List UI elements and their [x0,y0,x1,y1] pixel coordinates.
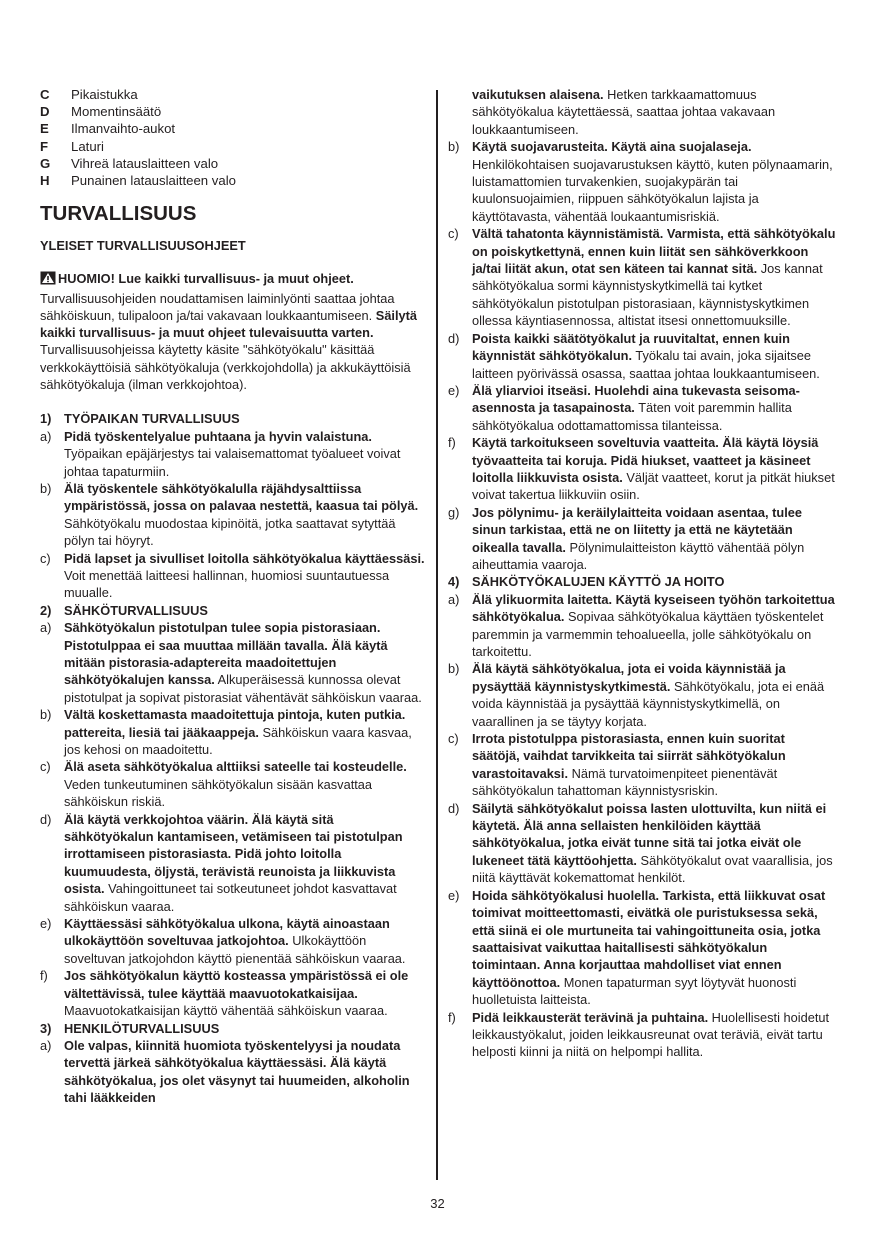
item-body-text: Alkuperäisessä kunnossa olevat pistotulpat ja sopivat pistorasiat vähentävät sähköiskun vaaraa. [64,672,422,705]
item-bold-text: Älä työskentele sähkötyökalulla räjähdysalttiissa ympäristössä, jossa on palavaa nestettä, kaasua tai pölyä. [64,480,419,514]
item-body-text: Voit menettää laitteesi hallinnan, huomiosi suuntautuessa muualle. [64,567,390,601]
item-text [64,550,426,602]
item-label: e) [40,916,52,932]
item-bold-text: Älä käytä sähkötyökalua, jota ei voida käynnistää ja pysäyttää käynnistyskytkimestä. [472,661,786,694]
legend-label: Laturi [71,138,104,154]
item-label: d) [40,811,52,827]
item-body-text: Huolellisesti hoidetut leikkaustyökalut, joiden leikkausreunat ovat teräviä, eivät tartu helposti kiinni ja niitä on helpompi hallita. [472,1009,830,1060]
legend-label: Punainen latauslaitteen valo [71,173,236,189]
intro-warning: HUOMIO! Lue kaikki turvallisuus- ja muut ohjeet. [58,271,354,287]
item-bold-text: Vältä koskettamasta maadoitettuja pintoja, kuten putkia. pattereita, liesiä tai jääkaappeja. [64,707,406,740]
list-item [448,1009,836,1061]
intro-text-1: Turvallisuusohjeiden noudattamisen laiminlyönti saattaa johtaa sähköiskuun, tulipaloon ja/tai vakavaan loukkaantumiseen. [40,290,395,323]
item-bold-text: Hoida sähkötyökalusi huolella. Tarkista, että liikkuvat osat toimivat moitteettomasti, eivätkä ole puristuksessa sekä, että siinä ei ole murtuneita tai vahingoittuneita osia, jotka saattaisivat vaikuttaa haitallisesti sähkötyökalun toimintaan. Anna korjauttaa mahdolliset viat ennen käyttöönottoa. [472,887,826,990]
intro-keep-instructions: Säilytä kaikki turvallisuus- ja muut ohjeet tulevaisuutta varten. [40,307,418,341]
intro-text-2: Turvallisuusohjeissa käytetty käsite "sähkötyökalu" käsittää verkkokäyttöisiä sähkötyökaluja (verkkojohdolla) ja akkukäyttöisiä sähkötyökaluja (ilman verkkojohtoa). [40,342,411,392]
item-label: f) [448,435,456,451]
item-body-text: Vahingoittuneet tai sotkeutuneet johdot kasvattavat sähköiskun vaaraa. [64,881,397,914]
item-bold-text: Älä aseta sähkötyökalua alttiiksi sateelle tai kosteudelle. [64,759,407,775]
list-item [448,434,836,504]
item-body-text: Sähkötyökalu muodostaa kipinöitä, jotka saattavat sytyttää pölyn tai höyryt. [64,515,396,549]
item-label: e) [448,887,460,903]
legend-label: Vihreä latauslaitteen valo [71,155,219,171]
legend-key: C [40,87,50,102]
item-body-text: Sähkötyökalu, jota ei enää voida käynnistää ja pysäyttää käynnistyskytkimellä, on vaarallinen ja se täytyy korjata. [472,678,825,729]
item-bold-text: Pidä työskentelyalue puhtaana ja hyvin valaistuna. [64,428,372,444]
list-item [448,591,836,661]
legend-row [40,86,426,103]
item-text [472,730,836,800]
item-text [472,434,836,504]
item-text [472,1009,836,1061]
item-label: g) [448,504,460,520]
list-item [40,480,426,550]
item-bold-text: Pidä lapset ja sivulliset loitolla sähkötyökalua käyttäessäsi. [64,550,425,566]
list-item [40,811,426,915]
item-bold-text: Ole valpas, kiinnitä huomiota työskentelyysi ja noudata tervettä järkeä sähkötyökalua käyttäessäsi. Älä käytä sähkötyökalua, jos olet väsynyt tai huumeiden, alkoholin tahi lääkkeiden [64,1037,410,1106]
item-bold-text: Jos pölynimu- ja keräilylaitteita voidaan asentaa, tulee sinun tarkistaa, että ne on liitetty ja että ne käytetään oikealla tavalla. [472,504,802,555]
item-text [472,660,836,730]
item-body-text: Monen tapaturman syyt löytyvät huonosti huolletuista laitteista. [472,974,797,1008]
item-body-text: Täten voit paremmin hallita sähkötyökalua odottamattomissa tilanteissa. [472,400,792,433]
list-item [448,225,836,329]
item-label: e) [448,382,460,398]
legend-row [40,155,426,172]
item-text [64,811,426,915]
item-bold-text: Jos sähkötyökalun käyttö kosteassa ympäristössä ei ole vältettävissä, tulee käyttää maavuotokatkaisijaa. [64,968,409,1001]
item-label: b) [448,661,460,677]
list-item [40,915,426,967]
legend-label: Ilmanvaihto-aukot [71,121,176,137]
item-body-text: Sähköiskun vaara kasvaa, jos kehosi on maadoitettu. [64,724,412,758]
item-text [472,382,836,434]
item-bold-text: Irrota pistotulppa pistorasiasta, ennen kuin suoritat säätöjä, vaihdat tarvikkeita tai siirrät sähkötyökalun varastoitavaksi. [472,731,786,781]
item-body-text: Maavuotokatkaisijan käyttö vähentää sähköiskun vaaraa. [64,1003,388,1019]
item-label: f) [448,1009,456,1025]
item-label: a) [40,620,52,636]
component-legend [40,86,426,189]
item-text [472,504,836,574]
item-bold-text: Älä yliarvioi itseäsi. Huolehdi aina tukevasta seisoma-asennosta ja tasapainosta. [472,382,800,416]
left-column [40,86,426,1107]
item-label: a) [448,591,460,607]
legend-row [40,138,426,155]
legend-key: F [40,138,49,154]
item-text [472,800,836,887]
left-items [40,410,426,1106]
legend-key: D [40,104,50,120]
item-body-text: Pölynimulaitteiston käyttö vähentää pölyn aiheuttamia vaaroja. [472,539,805,572]
legend-key: G [40,155,51,171]
item-label: c) [448,731,459,747]
list-item [40,619,426,706]
legend-key: E [40,121,49,137]
item-label: d) [448,330,460,346]
legend-label: Momentinsäätö [71,104,162,120]
item-body-text: Henkilökohtaisen suojavarustuksen käyttö, kuten pölynaamarin, luistamattomien turvakenkien, suojakypärän tai kuulonsuojaimien, riippuen sähkötyökalun lajista ja käyttötavasta, vähentää loukaantumisriskiä. [472,156,833,224]
item-label: a) [40,428,52,444]
item-label: d) [448,800,460,816]
section-heading-2: 2) SÄHKÖTURVALLISUUS [40,602,208,618]
item-text [64,967,426,1019]
list-item [448,800,836,887]
list-item [40,428,426,480]
list-item [40,1037,426,1107]
list-item [40,967,426,1019]
legend-row [40,172,426,189]
item-bold-text: Sähkötyökalun pistotulpan tulee sopia pistorasiaan. Pistotulppaa ei saa muuttaa millään tavalla. Älä käytä mitään pistorasia-adaptereita maadoitettujen sähkötyökalujen kanssa. [64,620,388,688]
item-bold-text: Käyttäessäsi sähkötyökalua ulkona, käytä ainoastaan ulkokäyttöön soveltuvaa jatkojohtoa. [64,916,390,949]
section-heading-1: 1) TYÖPAIKAN TURVALLISUUS [40,411,240,427]
item-label: c) [40,550,51,566]
section-heading-3: 3) HENKILÖTURVALLISUUS [40,1020,220,1036]
item-bold-text: Älä ylikuormita laitetta. Käytä kyseiseen työhön tarkoitettua sähkötyökalua. [472,591,835,625]
item-bold-text: Älä käytä verkkojohtoa väärin. Älä käytä sitä sähkötyökalun kantamiseen, vetämiseen tai pistotulpan irrottamiseen pistorasiasta. Pidä johto loitolla kuumuudesta, öljystä, terävistä reunoista ja liikkuvista osista. [64,811,403,897]
list-item [448,330,836,382]
item-text [64,480,426,550]
right-items [448,86,836,1061]
item-text [64,706,426,758]
item-label: b) [40,707,52,723]
item-label: c) [448,226,459,242]
item-text [64,428,426,480]
item-text [472,138,836,225]
item-body-text: Sopivaa sähkötyökalua käyttäen työskentelet paremmin ja varmemmin tehoalueella, jolle sähkötyökalu on tarkoitettu. [472,609,824,659]
item-text [64,758,426,810]
item-body-text: Väljät vaatteet, korut ja pitkät hiukset voivat takertua liikkuviin osiin. [472,469,835,503]
item-bold-text: Poista kaikki säätötyökalut ja ruuvitaltat, ennen kuin käynnistät sähkötyökalun. [472,330,790,364]
right-column [448,86,836,1061]
list-item [448,138,836,225]
warning-icon [40,271,56,289]
legend-label: Pikaistukka [71,87,138,102]
item-body-text: Työpaikan epäjärjestys tai valaisemattomat työalueet voivat johtaa tapaturmiin. [64,446,401,479]
item-body-text: Veden tunkeutuminen sähkötyökalun sisään kasvattaa sähköiskun riskiä. [64,776,373,810]
item-text [472,591,836,661]
item-body-text: Työkalu tai avain, joka sijaitsee laitteen pyörivässä osassa, saattaa johtaa loukkaantumiseen. [472,348,820,381]
intro-paragraph [40,270,426,393]
section-title: TURVALLISUUS [40,202,197,226]
page-number: 32 [430,1196,445,1211]
item-bold-text: Vältä tahatonta käynnistämistä. Varmista, että sähkötyökalu on poiskytkettynä, ennen kuin liität sen sähköverkkoon ja/tai liität akun, otat sen käteen tai kannat sitä. [472,226,836,277]
list-item-continuation: vaikutuksen alaisena. Hetken tarkkaamattomuus sähkötyökalua käytettäessä, saattaa johtaa vakavaan loukkaantumiseen. [472,87,776,137]
item-text [472,225,836,329]
item-bold-text: Pidä leikkausterät terävinä ja puhtaina. [472,1009,709,1025]
item-label: c) [40,759,51,775]
section-subtitle: YLEISET TURVALLISUUSOHJEET [40,238,246,254]
item-text [472,330,836,382]
item-body-text: Ulkokäyttöön soveltuvan jatkojohdon käyttö pienentää sähköiskun vaaraa. [64,933,406,966]
item-label: a) [40,1037,52,1053]
list-item [448,730,836,800]
column-divider [436,90,438,1180]
item-bold-text: Käytä suojavarusteita. Käytä aina suojalaseja. [472,139,752,155]
item-body-text: Sähkötyökalut ovat vaarallisia, jos niitä käyttävät kokemattomat henkilöt. [472,852,833,886]
item-label: f) [40,968,48,984]
item-label: b) [40,480,52,496]
list-item [40,706,426,758]
list-item [40,550,426,602]
item-text [472,887,836,1009]
list-item [40,758,426,810]
section-heading-4: 4) SÄHKÖTYÖKALUJEN KÄYTTÖ JA HOITO [448,574,725,590]
item-label: b) [448,139,460,155]
legend-row [40,120,426,137]
item-text [64,619,426,706]
item-bold-text: Säilytä sähkötyökalut poissa lasten ulottuvilta, kun niitä ei käytetä. Älä anna sellaisten henkilöiden käyttää sähkötyökalua, jotka eivät tunne sitä tai jotka eivät ole lukeneet tätä käyttöohjetta. [472,800,827,868]
item-body-text: Jos kannat sähkötyökalua sormi käynnistyskytkimellä tai kytket sähkötyökalun pistotulpan pistorasiaan, käynnistyskytkimen ollessa käyntiasennossa, altistat itsesi onnettomuuksille. [472,261,823,329]
list-item [448,504,836,574]
item-bold-text: Käytä tarkoitukseen soveltuvia vaatteita. Älä käytä löysiä työvaatteita tai koruja. Pidä hiukset, vaatteet ja käsineet loitolla liikkuvista osista. [472,435,819,485]
legend-key: H [40,173,50,189]
item-text [64,915,426,967]
list-item [448,382,836,434]
list-item [448,887,836,1009]
item-body-text: Nämä turvatoimenpiteet pienentävät sähkötyökalun tahattoman käynnistysriskin. [472,765,778,799]
list-item [448,660,836,730]
legend-row [40,103,426,120]
